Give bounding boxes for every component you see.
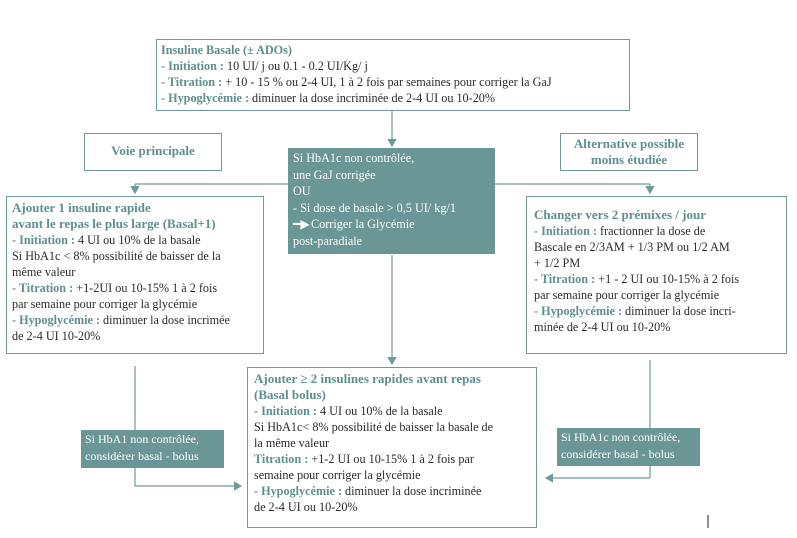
right-title: Changer vers 2 prémixes / jour: [534, 207, 706, 222]
alternative-line2: moins étudiée: [590, 152, 668, 167]
center-line3: OU: [293, 184, 311, 198]
left-line-a: Si HbA1c < 8% possibilité de baisser de la: [12, 249, 221, 263]
bottom-line-d: de 2-4 UI ou 10-20%: [254, 500, 358, 514]
bottom-initiation-text: 4 UI ou 10% de la basale: [316, 404, 443, 418]
right-initiation-label: - Initiation :: [534, 224, 597, 238]
left-title2: avant le repas le plus large (Basal+1): [12, 216, 216, 231]
bottom-titration-label: Titration :: [254, 452, 309, 466]
basal-initiation-label: - Initiation :: [161, 59, 224, 73]
bottom-title1: Ajouter ≥ 2 insulines rapides avant repas: [254, 371, 481, 386]
bottom-hypo-text: diminuer la dose incriminée: [342, 484, 482, 498]
basal-initiation: [161, 58, 625, 74]
right-titration: [534, 271, 780, 287]
basal-plus-one-box: [6, 196, 264, 354]
left-hypo: [12, 312, 258, 328]
left-initiation-label: - Initiation :: [12, 233, 75, 247]
basal-titration-text: + 10 - 15 % ou 2-4 UI, 1 à 2 fois par semaines pour corriger la GaJ: [222, 75, 552, 89]
right-initiation: [534, 223, 780, 239]
right-titration-label: - Titration :: [534, 272, 596, 286]
voie-principale-label: [84, 133, 222, 171]
basal-titration-label: - Titration :: [161, 75, 223, 89]
center-line2: une GaJ corrigée: [293, 167, 376, 182]
basal-insulin-box: [156, 39, 630, 111]
center-line6: post-paradiale: [293, 233, 363, 248]
left-line-c: par semaine pour corriger la glycémie: [12, 297, 198, 311]
basal-bolus-box: [247, 367, 537, 528]
basal-hypo-label: - Hypoglycémie :: [161, 91, 249, 105]
left-titration: [12, 280, 258, 296]
center-line1: Si HbA1c non contrôlée,: [293, 151, 415, 165]
right-initiation-text: fractionner la dose de: [596, 224, 706, 238]
side-left-line1: Si HbA1 non contrôlée,: [85, 432, 199, 446]
bottom-initiation-label: - Initiation :: [254, 404, 317, 418]
alternative-label: [560, 133, 698, 171]
basal-initiation-text: 10 UI/ j ou 0.1 - 0.2 UI/Kg/ j: [223, 59, 368, 73]
bottom-initiation: [254, 403, 530, 419]
basal-title: [161, 42, 625, 58]
voie-principale-text: Voie principale: [111, 143, 195, 158]
side-right-line2: considérer basal - bolus: [561, 447, 675, 461]
side-right-note: [557, 428, 700, 466]
left-line-b: même valeur: [12, 265, 76, 279]
left-titration-label: - Titration :: [12, 281, 74, 295]
basal-hypo: [161, 90, 625, 106]
right-hypo-label: - Hypoglycémie :: [534, 304, 622, 318]
side-left-line2: considérer basal - bolus: [85, 449, 199, 463]
bottom-hypo: [254, 483, 530, 499]
right-line-b: + 1/2 PM: [534, 256, 581, 270]
left-titration-text: +1-2UI ou 10-15% 1 à 2 fois: [73, 281, 218, 295]
premix-box: [526, 196, 787, 354]
basal-titration: [161, 74, 625, 90]
bottom-titration-text: +1-2 UI ou 10-15% 1 à 2 fois par: [308, 452, 474, 466]
right-hypo: [534, 303, 780, 319]
basal-title-text: Insuline Basale (± ADOs): [161, 43, 292, 57]
arrow-right-icon: ━▶: [293, 217, 310, 231]
left-initiation: [12, 232, 258, 248]
right-line-c: par semaine pour corriger la glycémie: [534, 288, 720, 302]
bottom-line-a: Si HbA1c< 8% possibilité de baisser la basale de: [254, 420, 494, 434]
center-line5-row: [293, 216, 490, 233]
left-title1: Ajouter 1 insuline rapide: [12, 200, 151, 215]
left-hypo-label: - Hypoglycémie :: [12, 313, 100, 327]
left-initiation-text: 4 UI ou 10% de la basale: [74, 233, 201, 247]
center-condition-box: [288, 148, 495, 254]
side-right-line1: Si HbA1c non contrôlée,: [561, 430, 681, 444]
right-titration-text: +1 - 2 UI ou 10-15% à 2 fois: [595, 272, 740, 286]
right-line-d: minée de 2-4 UI ou 10-20%: [534, 320, 671, 334]
alternative-line1: Alternative possible: [573, 136, 685, 151]
left-line-d: de 2-4 UI 10-20%: [12, 329, 101, 343]
right-line-a: Bascale en 2/3AM + 1/3 PM ou 1/2 AM: [534, 240, 730, 254]
center-line5: Corriger la Glycémie: [311, 217, 415, 231]
bottom-line-b: la même valeur: [254, 436, 330, 450]
bottom-hypo-label: - Hypoglycémie :: [254, 484, 342, 498]
bottom-line-c: semaine pour corriger la glycémie: [254, 468, 421, 482]
bottom-title2: (Basal bolus): [254, 387, 326, 402]
left-hypo-text: diminuer la dose incrimée: [100, 313, 230, 327]
basal-hypo-text: diminuer la dose incriminée de 2-4 UI ou 10-20%: [249, 91, 496, 105]
bottom-titration: [254, 451, 530, 467]
center-line4: - Si dose de basale > 0,5 UI/ kg/1: [293, 200, 456, 215]
right-hypo-text: diminuer la dose incri-: [622, 304, 736, 318]
side-left-note: [81, 430, 224, 468]
